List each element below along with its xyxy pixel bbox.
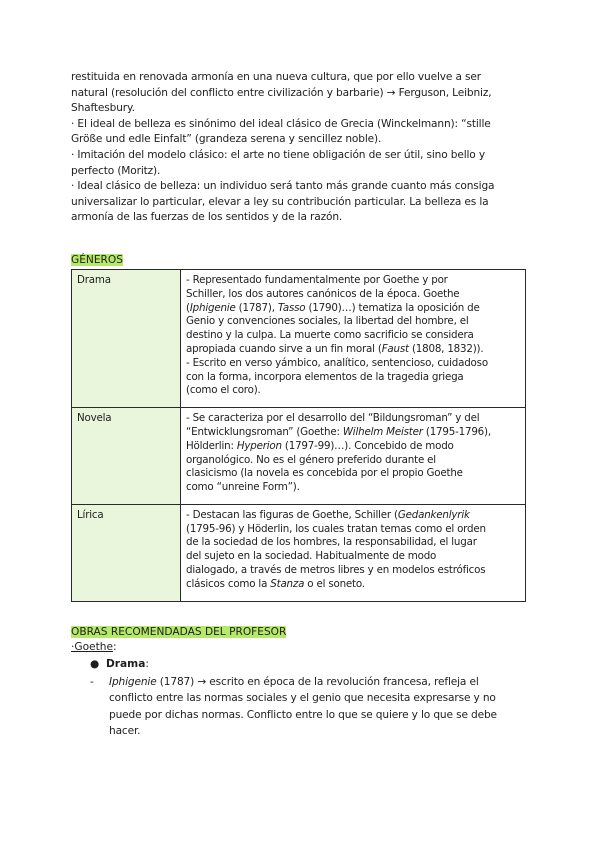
text-line: del sujeto en la sociedad. Habitualmente de modo: [186, 550, 437, 563]
genre-description: [181, 504, 526, 601]
text-line: - Escrito en verso yámbico, analítico, sentencioso, cuidadoso: [186, 356, 488, 369]
highlighted-heading: OBRAS RECOMENDADAS DEL PROFESOR: [71, 625, 287, 638]
italic-title: Gedankenlyrik: [397, 508, 470, 521]
text-line: de la sociedad de los hombres, la responsabilidad, el lugar: [186, 536, 477, 549]
genre-description: [181, 408, 526, 505]
text-line: hacer.: [109, 725, 141, 738]
dash-icon: -: [90, 675, 94, 688]
text-line: · Imitación del modelo clásico: el arte no tiene obligación de ser útil, sino bello y: [71, 148, 485, 161]
text-line: restituida en renovada armonía en una nueva cultura, que por ello vuelve a ser: [71, 71, 481, 83]
text-line: · El ideal de belleza es sinónimo del ideal clásico de Grecia (Winckelmann): “stille: [71, 117, 491, 130]
text-line: Schiller, los dos autores canónicos de la época. Goethe: [186, 287, 460, 300]
italic-title: Wilhelm Meister: [342, 425, 423, 438]
bullet-suffix: :: [145, 657, 149, 670]
generos-table: [71, 269, 526, 602]
text-line: (1795-96) y Höderlin, los cuales tratan temas como el orden: [186, 522, 486, 535]
text-line: organológico. No es el género preferido durante el: [186, 453, 436, 466]
text-line: apropiada cuando sirve a un fin moral (Faust (1808, 1832)).: [186, 342, 484, 355]
text-line: - Se caracteriza por el desarrollo del “Bildungsroman” y del: [186, 412, 480, 425]
document-page: [71, 70, 531, 740]
obras-section: [71, 625, 531, 740]
genre-cell: Lírica: [72, 504, 181, 601]
text-line: armonía de las fuerzas de los sentidos y de la razón.: [71, 211, 343, 224]
table-row: [72, 269, 526, 407]
text-line: Genio y convenciones sociales, la libertad del hombre, el: [186, 315, 469, 328]
section-heading-obras: [71, 625, 531, 640]
text-line: destino y la culpa. La muerte como sacrificio se considera: [186, 329, 474, 342]
italic-title: Faust: [381, 342, 409, 355]
italic-title: Tasso: [277, 301, 306, 314]
text-line: Größe und edle Einfalt” (grandeza serena y sencillez noble).: [71, 133, 382, 146]
table-row: [72, 408, 526, 505]
italic-title: Iphigenie: [109, 675, 157, 688]
text-line: perfecto (Moritz).: [71, 164, 161, 177]
text-line: como “unreine Form”).: [186, 481, 300, 494]
text-line: “Entwicklungsroman” (Goethe: Wilhelm Meister (1795-1796),: [186, 425, 491, 438]
text-line: · Ideal clásico de belleza: un individuo será tanto más grande cuanto más consiga: [71, 180, 495, 193]
section-heading-generos: [71, 253, 531, 268]
text-line: con la forma, incorpora elementos de la tragedia griega: [186, 370, 464, 383]
text-line: Iphigenie (1787) → escrito en época de la revolución francesa, refleja el: [109, 675, 479, 688]
table-row: [72, 504, 526, 601]
text-line: puede por dichas normas. Conflicto entre lo que se quiere y lo que se debe: [109, 708, 497, 721]
text-line: Shaftesbury.: [71, 102, 135, 115]
bullet-label: Drama: [106, 657, 146, 670]
text-line: dialogado, a través de metros libres y en modelos estróficos: [186, 564, 486, 577]
text-line: clásicos como la Stanza o el soneto.: [186, 577, 365, 590]
italic-title: Hyperion: [236, 439, 282, 452]
text-line: - Destacan las figuras de Goethe, Schiller (Gedankenlyrik: [186, 508, 470, 521]
italic-title: Iphigenie: [189, 301, 236, 314]
text-line: natural (resolución del conflicto entre civilización y barbarie) → Ferguson, Leibniz,: [71, 86, 492, 99]
text-line: conflicto entre las normas sociales y el genio que necesita expresarse y no: [109, 692, 496, 705]
work-description: [109, 674, 531, 740]
genre-cell: Novela: [72, 408, 181, 505]
text-line: clasicismo (la novela es concebida por el propio Goethe: [186, 467, 463, 480]
text-line: universalizar lo particular, elevar a ley su contribución particular. La belleza es la: [71, 195, 489, 208]
genre-cell: Drama: [72, 269, 181, 407]
italic-title: Stanza: [270, 577, 305, 590]
list-item: [71, 657, 531, 672]
intro-paragraph: [71, 70, 531, 226]
author-suffix: :: [112, 640, 117, 653]
genre-description: [181, 269, 526, 407]
text-line: (Iphigenie (1787), Tasso (1790)…) tematiza la oposición de: [186, 301, 480, 314]
highlighted-heading: GÉNEROS: [71, 253, 123, 266]
text-line: (como el coro).: [186, 384, 261, 397]
sub-list-item: [71, 674, 531, 740]
bullet-icon: ●: [90, 657, 100, 670]
text-line: - Representado fundamentalmente por Goethe y por: [186, 273, 448, 286]
author-name: ·Goethe: [71, 640, 113, 653]
text-line: Hölderlin: Hyperion (1797-99)…). Concebido de modo: [186, 439, 454, 452]
author-label: [71, 640, 531, 654]
